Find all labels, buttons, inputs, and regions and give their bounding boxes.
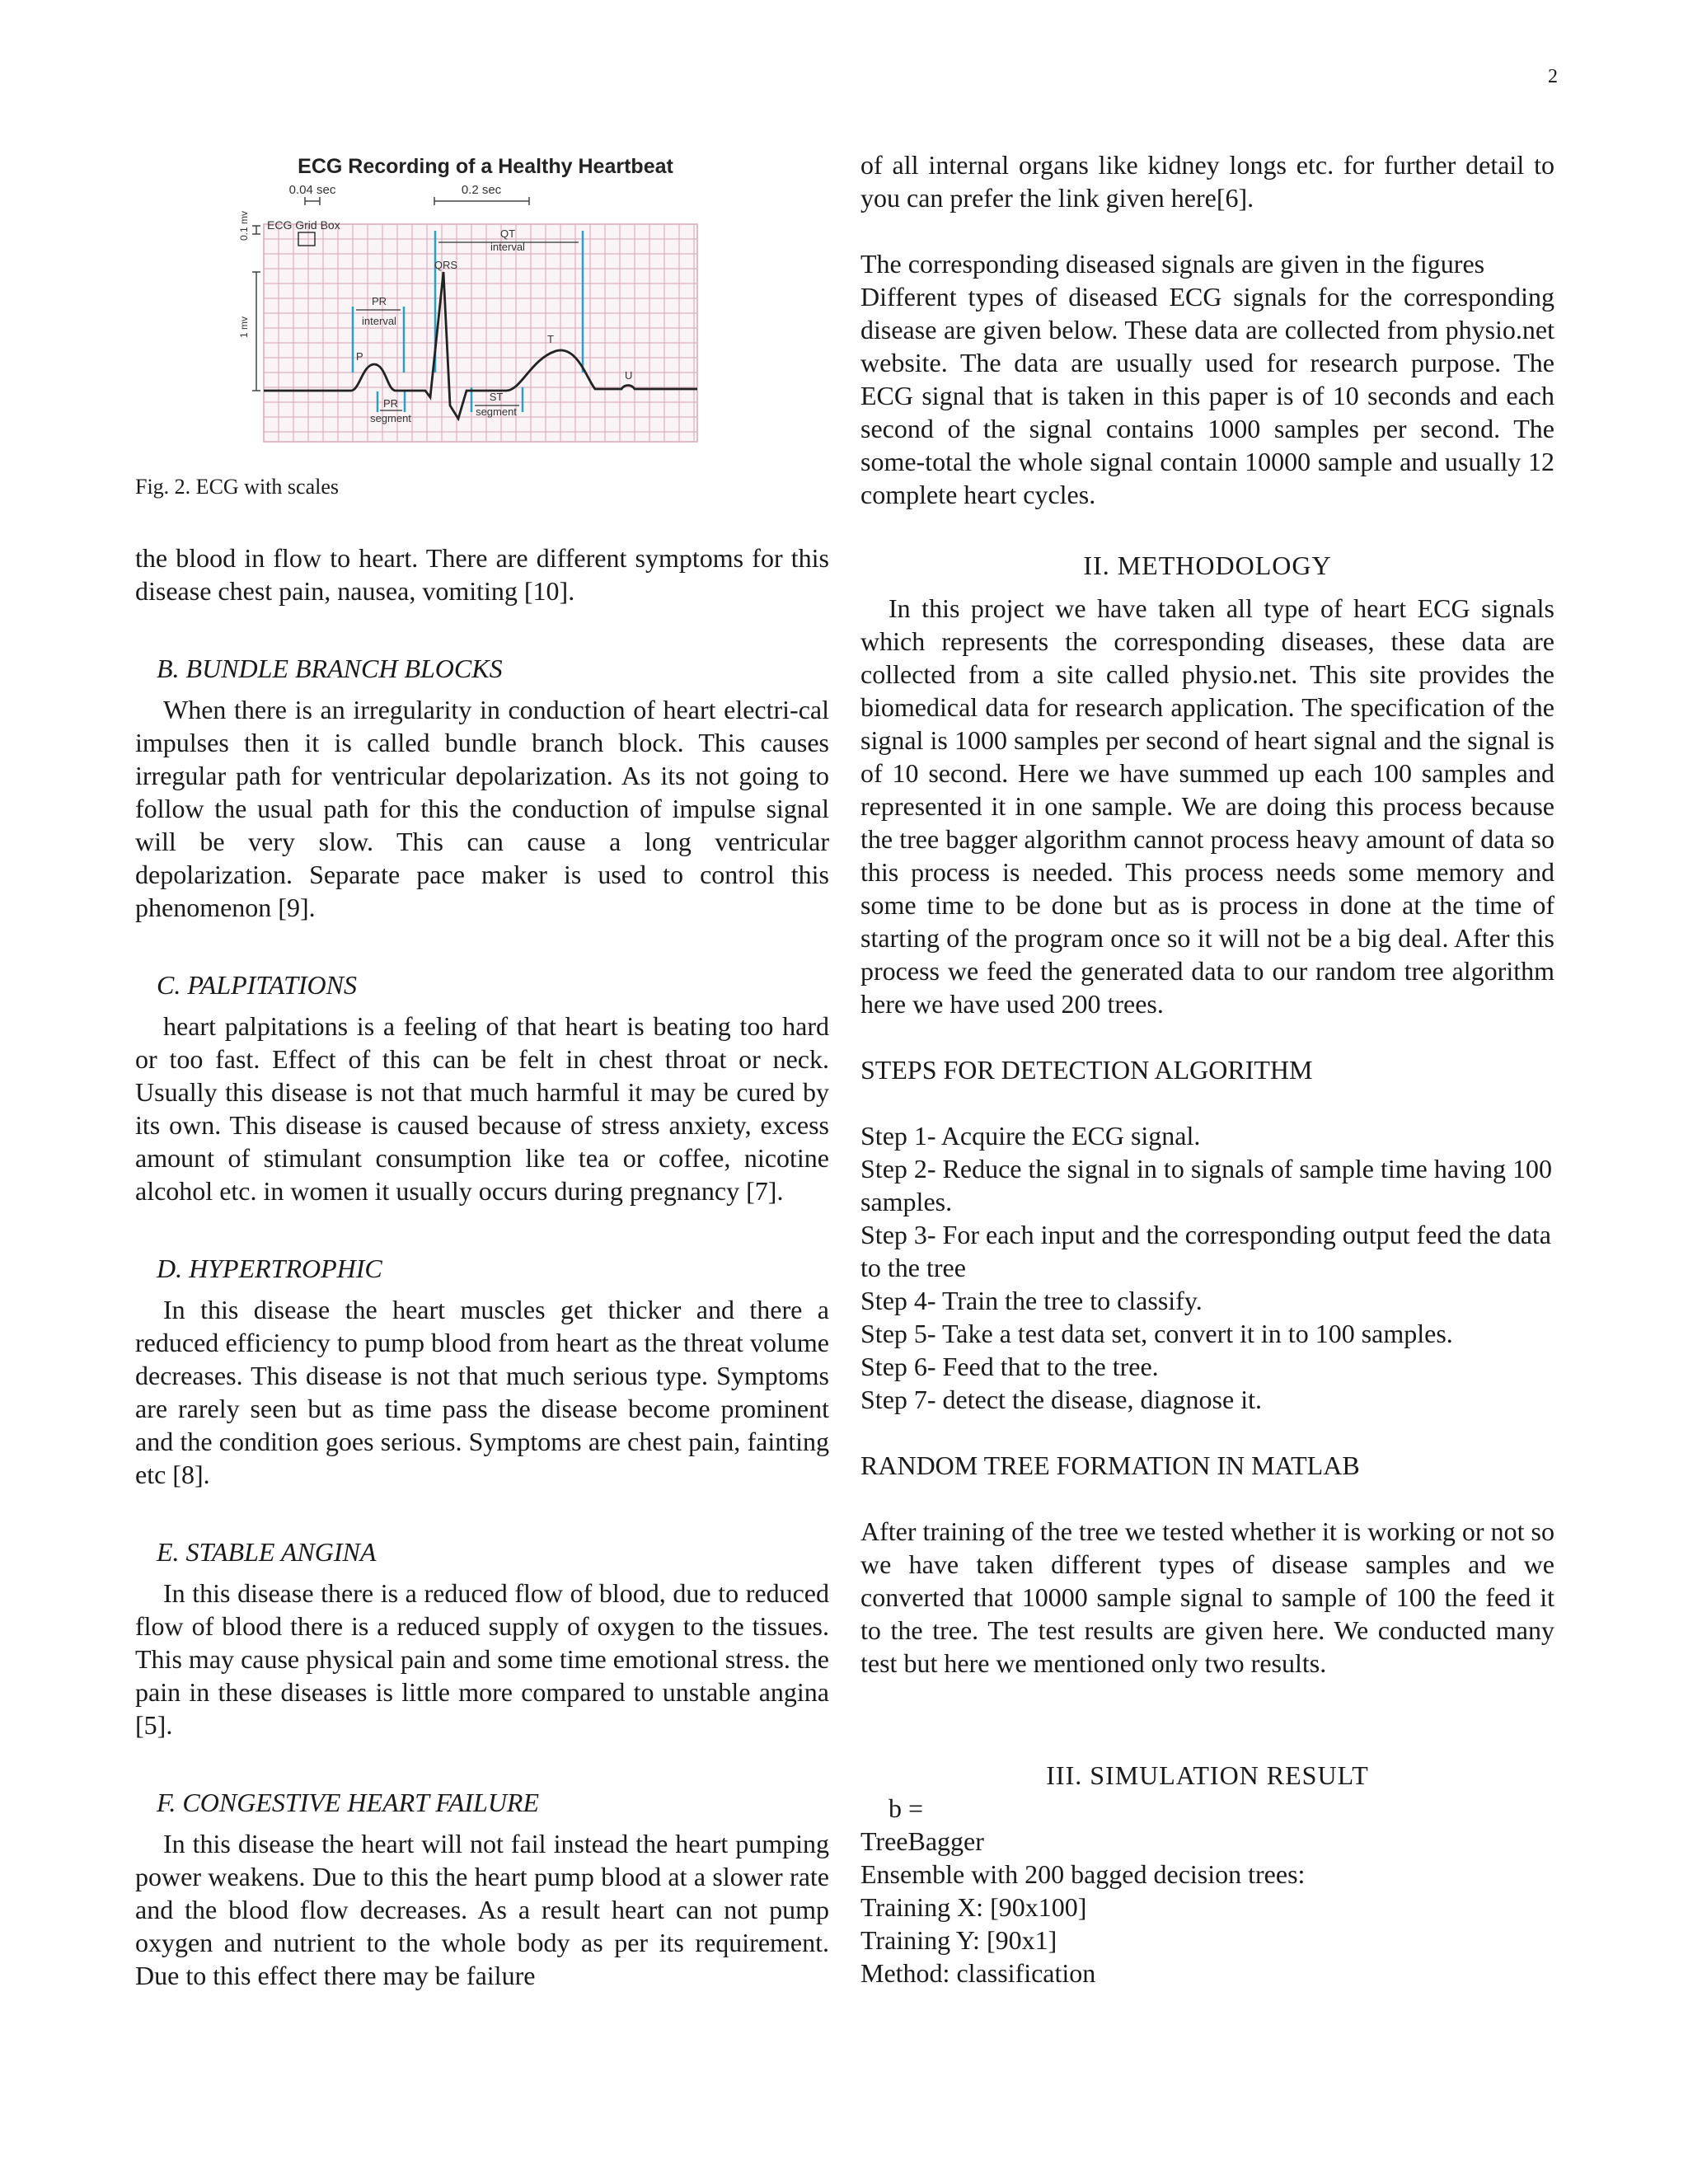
label-pr: PR	[371, 295, 387, 307]
output-line: TreeBagger	[860, 1826, 984, 1856]
step-item: Step 7- detect the disease, diagnose it.	[860, 1385, 1262, 1414]
label-p: P	[356, 350, 363, 363]
output-line: Ensemble with 200 bagged decision trees:	[860, 1859, 1306, 1889]
step-item: Step 2- Reduce the signal in to signals of sample time having 100 samples.	[860, 1154, 1552, 1216]
para-bundle-branch: When there is an irregularity in conduction of heart electri-cal impulses then it is called bundle branch block. This causes irregular path for ventricular depolarization. As its not going to follow the usual path for this the conduction of impulse signal will be very slow. This can cause a long ventricular depolarization. Separate pace maker is used to control this phenomenon [9].	[135, 695, 829, 922]
page-number: 2	[1548, 66, 1558, 87]
para-palpitations: heart palpitations is a feeling of that heart is beating too hard or too fast. Effect of this can be felt in chest throat or neck. Usually this disease is not that much harmful it may be cured by its own. This disease is caused because of stress anxiety, excess amount of stimulant consumption like tea or coffee, nicotine alcohol etc. in women it usually occurs during pregnancy [7].	[135, 1011, 829, 1206]
label-qt-interval: interval	[490, 241, 525, 253]
para-hypertrophic: In this disease the heart muscles get thicker and there a reduced efficiency to pump blood from heart as the threat volume decreases. This disease is not that much serious type. Symptoms are rarely seen but as time pass the disease become prominent and the condition goes serious. Symptoms are chest pain, fainting etc [8].	[135, 1295, 829, 1489]
heading-methodology: II. METHODOLOGY	[1083, 551, 1332, 580]
step-item: Step 3- For each input and the corresponding output feed the data to the tree	[860, 1220, 1551, 1282]
label-st: ST	[489, 391, 504, 403]
heading-stable-angina: E. STABLE ANGINA	[157, 1537, 377, 1567]
label-grid-box: ECG Grid Box	[267, 218, 340, 232]
heading-steps: STEPS FOR DETECTION ALGORITHM	[860, 1055, 1313, 1085]
left-column	[135, 148, 829, 1992]
heading-simulation: III. SIMULATION RESULT	[1046, 1760, 1369, 1790]
right-column	[860, 148, 1554, 1990]
label-02-sec: 0.2 sec	[461, 183, 502, 197]
heading-random-tree: RANDOM TREE FORMATION IN MATLAB	[860, 1451, 1360, 1480]
label-pr-interval: interval	[362, 315, 396, 327]
para-random-tree: After training of the tree we tested whether it is working or not so we have taken different types of disease samples and we converted that 10000 sample signal to sample of 100 the feed it to the tree. The test results are given here. We conducted many test but here we mentioned only two results.	[860, 1516, 1554, 1678]
step-item: Step 6- Feed that to the tree.	[860, 1352, 1159, 1381]
para-methodology: In this project we have taken all type of heart ECG signals which represents the corresponding diseases, these data are collected from a site called physio.net. This site provides the biomedical data for research application. The specification of the signal is 1000 samples per second of heart signal and the signal is of 10 second. Here we have summed up each 100 samples and represented it in one sample. We are doing this process because the tree bagger algorithm cannot process heavy amount of data so this process is needed. This process needs some memory and some time to be done but as is process in done at the time of starting of the program once so it will not be a big deal. After this process we feed the generated data to our random tree algorithm here we have used 200 trees.	[860, 593, 1554, 1019]
figure-caption: Fig. 2. ECG with scales	[135, 475, 339, 499]
output-line: b =	[889, 1793, 924, 1823]
label-004-sec: 0.04 sec	[288, 183, 336, 197]
step-item: Step 5- Take a test data set, convert it in to 100 samples.	[860, 1319, 1453, 1348]
steps-list	[860, 1119, 1554, 1416]
heading-palpitations: C. PALPITATIONS	[157, 970, 357, 1000]
label-u: U	[625, 369, 633, 382]
label-qrs: QRS	[434, 259, 458, 271]
figure-ecg	[135, 148, 829, 449]
ecg-diagram	[234, 148, 729, 449]
label-qt: QT	[499, 227, 516, 240]
figure-title: ECG Recording of a Healthy Heartbeat	[298, 155, 673, 178]
label-st-segment: segment	[476, 405, 517, 418]
label-t: T	[547, 333, 554, 345]
heading-congestive: F. CONGESTIVE HEART FAILURE	[157, 1788, 540, 1817]
step-item: Step 1- Acquire the ECG signal.	[860, 1121, 1201, 1151]
para-congestive: In this disease the heart will not fail instead the heart pumping power weakens. Due to this the heart pump blood at a slower rate and the blood flow decreases. As a result heart can not pump oxygen and nutrient to the whole body as per its requirement. Due to this effect there may be failure	[135, 1829, 829, 1990]
label-01-mv: 0.1 mv	[238, 210, 250, 241]
para-top: of all internal organs like kidney longs etc. for further detail to you can prefer the link given here[6].	[860, 150, 1554, 213]
output-line: Training Y: [90x1]	[860, 1925, 1057, 1955]
para-intro: the blood in flow to heart. There are different symptoms for this disease chest pain, nausea, vomiting [10].	[135, 543, 829, 606]
para-corresponding: The corresponding diseased signals are given in the figures	[860, 249, 1485, 279]
label-pr-segment: PR	[382, 397, 399, 410]
para-types: Different types of diseased ECG signals for the corresponding disease are given below. These data are collected from physio.net website. The data are usually used for research purpose. The ECG signal that is taken in this paper is of 10 seconds and each second of the signal contains 1000 samples per second. The some-total the whole signal contain 10000 sample and usually 12 complete heart cycles.	[860, 282, 1554, 509]
heading-bundle-branch: B. BUNDLE BRANCH BLOCKS	[157, 654, 503, 683]
output-block	[860, 1792, 1554, 1990]
output-line: Training X: [90x100]	[860, 1892, 1087, 1922]
output-line: Method: classification	[860, 1958, 1096, 1988]
heading-hypertrophic: D. HYPERTROPHIC	[157, 1254, 382, 1283]
label-pr-segment-2: segment	[370, 412, 411, 424]
para-stable-angina: In this disease there is a reduced flow of blood, due to reduced flow of blood there is a reduced supply of oxygen to the tissues. This may cause physical pain and some time emotional stress. the pain in these diseases is little more compared to unstable angina [5].	[135, 1578, 829, 1740]
label-1-mv: 1 mv	[238, 316, 250, 338]
step-item: Step 4- Train the tree to classify.	[860, 1286, 1203, 1315]
